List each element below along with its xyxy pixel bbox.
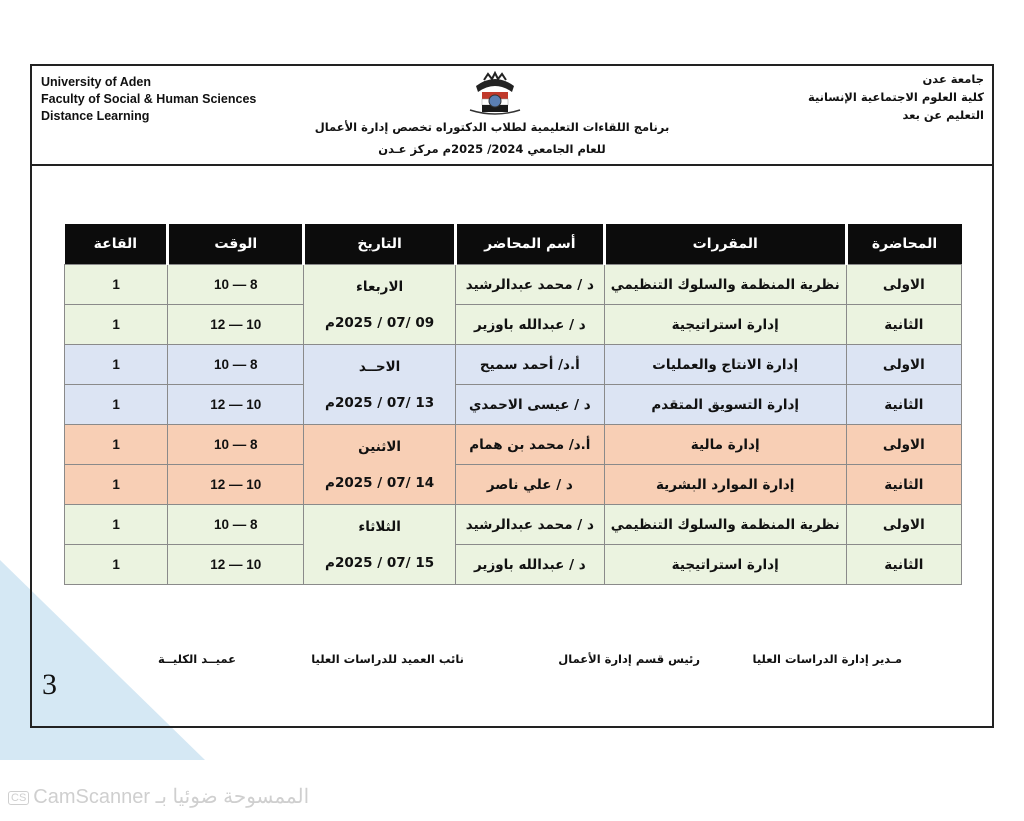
lecturer-cell: د / عبدالله باوزير (455, 545, 604, 585)
schedule-table (64, 224, 962, 585)
signature-director: مـدير إدارة الدراسات العليا (752, 652, 902, 666)
date-cell (304, 265, 456, 345)
lecturer-cell: د / محمد عبدالرشيد (455, 265, 604, 305)
room-cell: 1 (65, 465, 168, 505)
lecturer-cell: د / عيسى الاحمدي (455, 385, 604, 425)
lecture-cell: الثانية (846, 465, 961, 505)
table-row (65, 345, 962, 385)
header-time: الوقت (168, 224, 304, 265)
header-arabic (808, 70, 984, 124)
time-cell: 8 — 10 (168, 425, 304, 465)
course-cell: إدارة مالية (604, 425, 846, 465)
university-name-ar: جامعة عدن (922, 72, 984, 86)
table-row (65, 425, 962, 465)
course-cell: نظرية المنظمة والسلوك التنظيمي (604, 505, 846, 545)
date-label: 13 /07 / 2025م (325, 394, 435, 411)
table-row (65, 465, 962, 505)
date-label: 14 /07 / 2025م (325, 474, 435, 491)
date-cell (304, 505, 456, 585)
course-cell: إدارة التسويق المتقدم (604, 385, 846, 425)
room-cell: 1 (65, 305, 168, 345)
lecture-cell: الاولى (846, 425, 961, 465)
time-cell: 10 — 12 (168, 545, 304, 585)
signature-dept-head: رئيس قسم إدارة الأعمال (558, 652, 700, 666)
header-lecture: المحاضرة (846, 224, 961, 265)
room-cell: 1 (65, 345, 168, 385)
day-label: الاحــد (358, 358, 401, 375)
time-cell: 8 — 10 (168, 345, 304, 385)
header-date: التاريخ (304, 224, 456, 265)
title-line-1: برنامج اللقاءات التعليمية لطلاب الدكتوراه تخصص إدارة الأعمال (314, 120, 670, 134)
date-label: 15 /07 / 2025م (325, 554, 435, 571)
signature-vice-dean: نائب العميد للدراسات العليا (311, 652, 464, 666)
day-label: الاثنين (358, 438, 402, 455)
header-divider (32, 164, 992, 166)
table-row (65, 385, 962, 425)
lecture-cell: الاولى (846, 265, 961, 305)
document-page (30, 64, 994, 728)
course-cell: إدارة الموارد البشرية (604, 465, 846, 505)
time-cell: 10 — 12 (168, 305, 304, 345)
course-cell: إدارة استراتيجية (604, 305, 846, 345)
date-label: 09 /07 / 2025م (325, 314, 435, 331)
faculty-name-ar: كلية العلوم الاجتماعية الإنسانية (807, 90, 984, 104)
room-cell: 1 (65, 385, 168, 425)
university-name-en: University of Aden (41, 75, 151, 89)
page-number: 3 (42, 668, 57, 701)
program-name-en: Distance Learning (41, 109, 150, 123)
signature-dean: عميــد الكليــة (158, 652, 236, 666)
lecturer-cell: د / محمد عبدالرشيد (455, 505, 604, 545)
lecture-cell: الثانية (846, 305, 961, 345)
course-cell: نظرية المنظمة والسلوك التنظيمي (604, 265, 846, 305)
course-cell: إدارة الانتاج والعمليات (604, 345, 846, 385)
lecturer-cell: أ.د/ أحمد سميح (455, 345, 604, 385)
room-cell: 1 (65, 425, 168, 465)
lecturer-cell: أ.د/ محمد بن همام (455, 425, 604, 465)
date-cell (304, 425, 456, 505)
date-cell (304, 345, 456, 425)
header-english (41, 74, 256, 125)
watermark-text: CamScanner الممسوحة ضوئيا بـ (33, 786, 310, 808)
course-cell: إدارة استراتيجية (604, 545, 846, 585)
table-row (65, 265, 962, 305)
faculty-name-en: Faculty of Social & Human Sciences (41, 92, 257, 106)
lecture-cell: الثانية (846, 385, 961, 425)
day-label: الاربعاء (356, 278, 404, 295)
time-cell: 8 — 10 (168, 265, 304, 305)
program-name-ar: التعليم عن بعد (902, 108, 984, 122)
time-cell: 10 — 12 (168, 385, 304, 425)
lecturer-cell: د / عبدالله باوزير (455, 305, 604, 345)
camscanner-watermark (8, 784, 309, 809)
room-cell: 1 (65, 545, 168, 585)
time-cell: 8 — 10 (168, 505, 304, 545)
room-cell: 1 (65, 265, 168, 305)
header-room: القاعة (65, 224, 168, 265)
table-row (65, 505, 962, 545)
day-label: الثلاثاء (358, 518, 401, 535)
document-title (302, 116, 682, 160)
lecture-cell: الثانية (846, 545, 961, 585)
table-header-row (65, 224, 962, 265)
room-cell: 1 (65, 505, 168, 545)
lecturer-cell: د / علي ناصر (455, 465, 604, 505)
camscanner-icon: CS (8, 791, 29, 805)
lecture-cell: الاولى (846, 345, 961, 385)
header-courses: المقررات (604, 224, 846, 265)
title-line-2: للعام الجامعي 2024/ 2025م مركز عـدن (378, 142, 606, 156)
university-logo (462, 70, 528, 116)
time-cell: 10 — 12 (168, 465, 304, 505)
lecture-cell: الاولى (846, 505, 961, 545)
table-row (65, 545, 962, 585)
table-row (65, 305, 962, 345)
header-lecturer: أسم المحاضر (455, 224, 604, 265)
